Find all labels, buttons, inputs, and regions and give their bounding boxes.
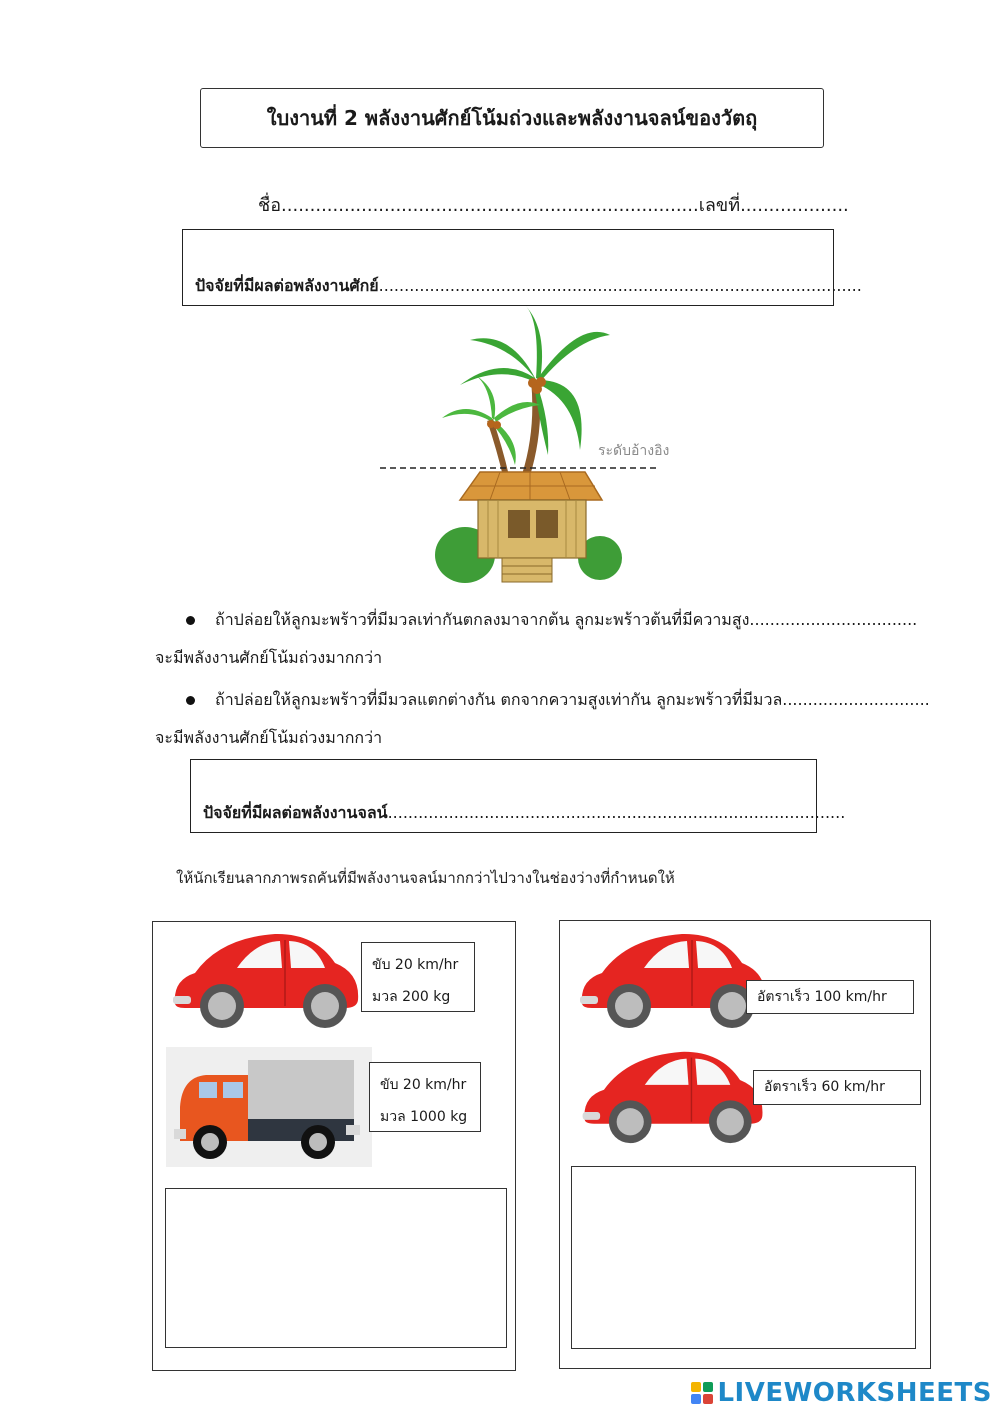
right-car-bottom-label: อัตราเร็ว 60 km/hr bbox=[753, 1070, 921, 1105]
liveworksheets-logo-icon bbox=[691, 1382, 713, 1404]
bullet-icon bbox=[186, 696, 195, 705]
potential-factor-label: ปัจจัยที่มีผลต่อพลังงานศักย์............................................................................................... bbox=[195, 276, 862, 295]
right-drop-zone[interactable] bbox=[571, 1166, 916, 1349]
liveworksheets-logo[interactable]: LIVEWORKSHEETS bbox=[691, 1378, 992, 1408]
kinetic-factor-label: ปัจจัยที่มีผลต่อพลังงานจลน์.......................................................................................... bbox=[203, 803, 846, 822]
bullet-icon bbox=[186, 616, 195, 625]
red-car-icon[interactable] bbox=[572, 928, 772, 1033]
right-car-top-label: อัตราเร็ว 100 km/hr bbox=[746, 980, 914, 1014]
bullet-question-2-cont: จะมีพลังงานศักย์โน้มถ่วงมากกว่า bbox=[155, 728, 383, 747]
bullet-question-1-cont: จะมีพลังงานศักย์โน้มถ่วงมากกว่า bbox=[155, 648, 383, 667]
potential-factor-box bbox=[182, 229, 862, 306]
reference-level-label: ระดับอ้างอิง bbox=[598, 443, 670, 459]
worksheet-title: ใบงานที่ 2 พลังงานศักย์โน้มถ่วงและพลังงานจลน์ของวัตถุ bbox=[200, 88, 824, 148]
red-car-icon[interactable] bbox=[574, 1046, 770, 1148]
reference-level-line bbox=[380, 465, 660, 471]
left-drop-zone[interactable] bbox=[165, 1188, 507, 1348]
instruction-text: ให้นักเรียนลากภาพรถคันที่มีพลังงานจลน์มากกว่าไปวางในช่องว่างที่กำหนดให้ bbox=[176, 869, 675, 887]
bullet-question-1: ถ้าปล่อยให้ลูกมะพร้าวที่มีมวลเท่ากันตกลงมาจากต้น ลูกมะพร้าวต้นที่มีความสูง................................. bbox=[186, 608, 917, 633]
truck-label: ขับ 20 km/hr มวล 1000 kg bbox=[369, 1062, 481, 1132]
name-number-line: ชื่อ.........................................................................เลขที่................... bbox=[258, 195, 849, 216]
kinetic-factor-box bbox=[190, 759, 846, 833]
bullet-question-2: ถ้าปล่อยให้ลูกมะพร้าวที่มีมวลแตกต่างกัน ตกจากความสูงเท่ากัน ลูกมะพร้าวที่มีมวล............................. bbox=[186, 688, 930, 713]
red-car-icon[interactable] bbox=[165, 928, 365, 1033]
delivery-truck-icon[interactable] bbox=[166, 1047, 372, 1167]
left-car-label: ขับ 20 km/hr มวล 200 kg bbox=[361, 942, 475, 1012]
